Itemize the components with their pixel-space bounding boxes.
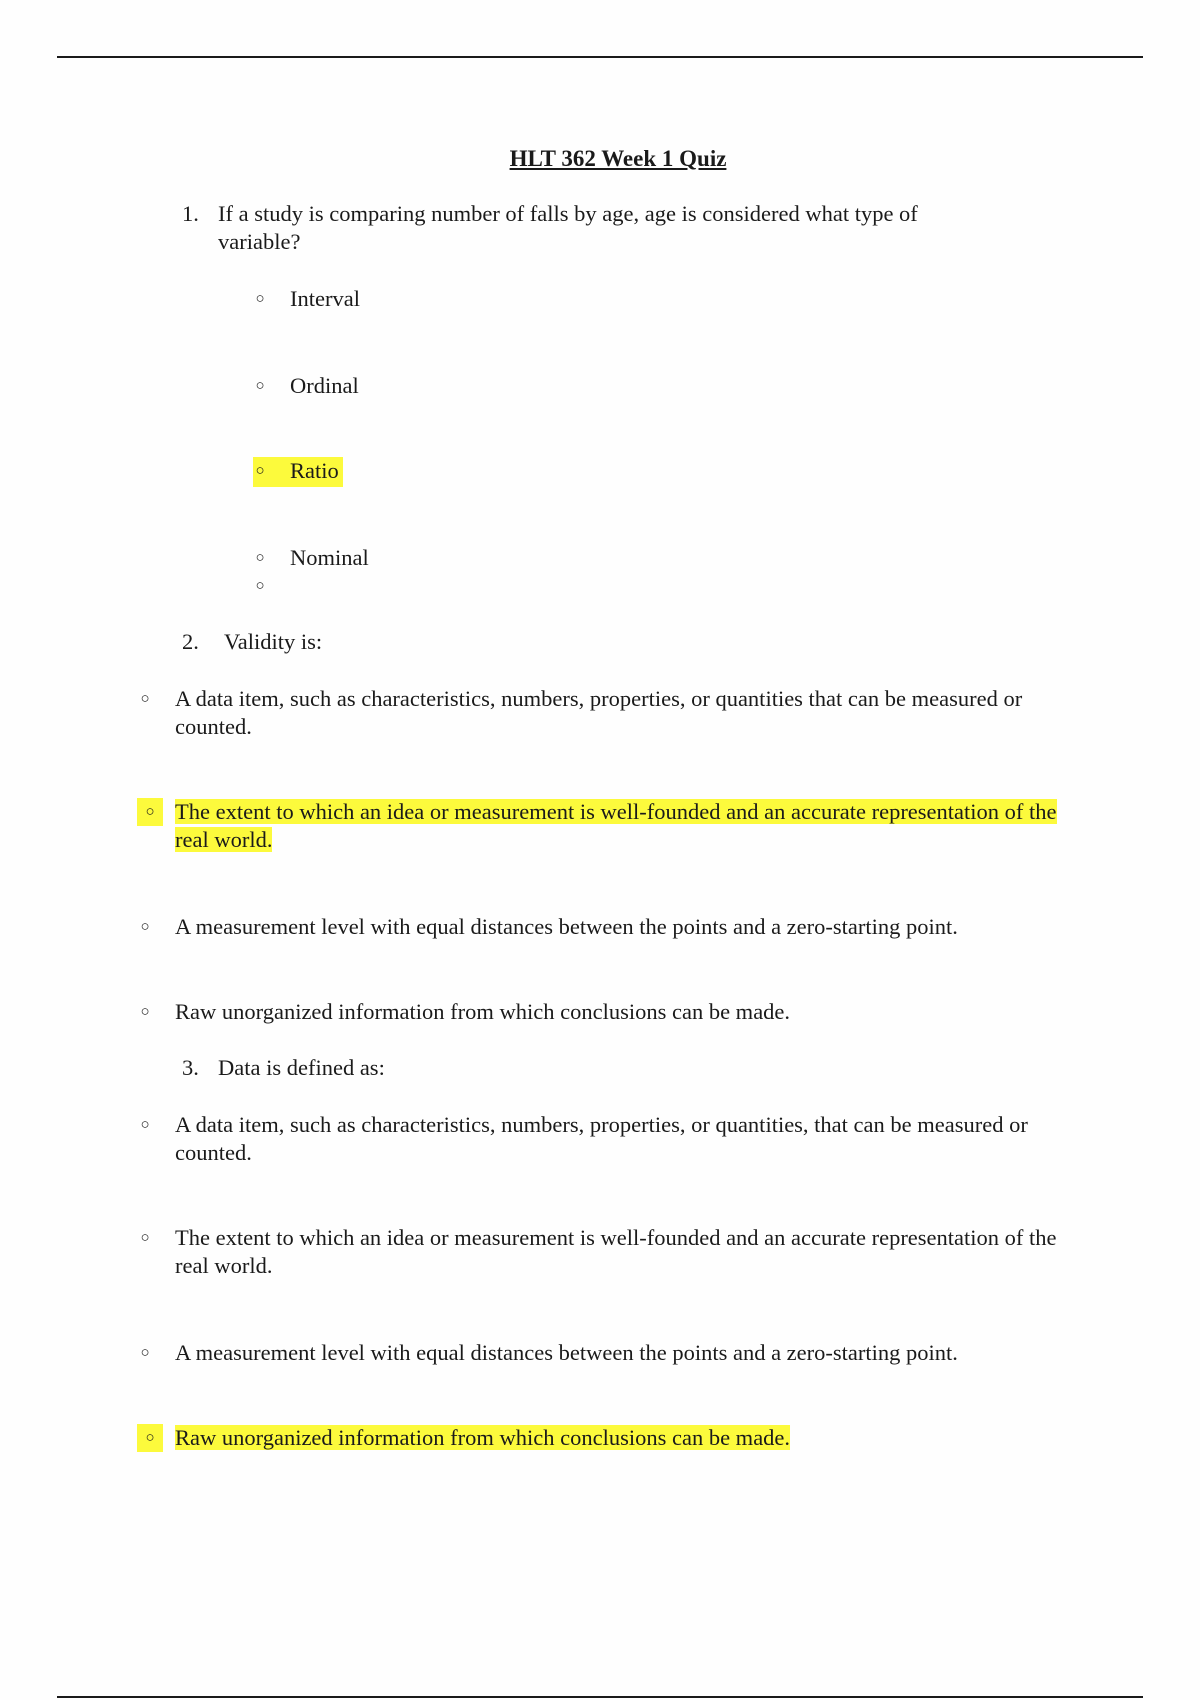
option-label: A data item, such as characteristics, numbers, properties, or quantities that can be measured or counted. bbox=[175, 686, 1023, 739]
question-number: 3. bbox=[182, 1055, 199, 1080]
option-label: Ratio bbox=[290, 458, 339, 483]
radio-bullet-icon: ○ bbox=[140, 1004, 150, 1020]
radio-bullet-icon: ○ bbox=[255, 291, 265, 307]
option-label: Nominal bbox=[290, 545, 369, 570]
option-label: The extent to which an idea or measurement is well-founded and an accurate representation of the real world. bbox=[175, 1225, 1057, 1278]
option-label: The extent to which an idea or measurement is well-founded and an accurate representation of the real world. bbox=[175, 799, 1057, 852]
footer-rule bbox=[57, 1696, 1143, 1698]
option-label: Raw unorganized information from which conclusions can be made. bbox=[175, 999, 791, 1024]
option-label: A measurement level with equal distances between the points and a zero-starting point. bbox=[175, 1340, 958, 1365]
radio-bullet-icon: ○ bbox=[140, 1230, 150, 1246]
question-number: 2. bbox=[182, 629, 199, 654]
option-label: A data item, such as characteristics, numbers, properties, or quantities, that can be measured or counted. bbox=[175, 1112, 1028, 1165]
radio-bullet-icon: ○ bbox=[137, 1424, 163, 1452]
radio-bullet-icon: ○ bbox=[255, 578, 265, 594]
radio-bullet-icon: ○ bbox=[140, 1345, 150, 1361]
question-text: Data is defined as: bbox=[218, 1055, 385, 1080]
option-label: Raw unorganized information from which conclusions can be made. bbox=[175, 1425, 791, 1450]
radio-bullet-icon: ○ bbox=[140, 691, 150, 707]
page-title: HLT 362 Week 1 Quiz bbox=[509, 146, 727, 171]
radio-bullet-icon: ○ bbox=[255, 378, 265, 394]
question-text: Validity is: bbox=[224, 629, 323, 654]
option-label: Interval bbox=[290, 286, 360, 311]
radio-bullet-icon: ○ bbox=[255, 550, 265, 566]
question-number: 1. bbox=[182, 201, 199, 226]
option-label: Ordinal bbox=[290, 373, 359, 398]
radio-bullet-icon: ○ bbox=[137, 798, 163, 826]
radio-bullet-icon: ○ bbox=[140, 919, 150, 935]
radio-bullet-icon: ○ bbox=[255, 463, 265, 479]
question-text: If a study is comparing number of falls by age, age is considered what type of variable? bbox=[218, 201, 918, 254]
header-rule bbox=[57, 56, 1143, 58]
radio-bullet-icon: ○ bbox=[140, 1117, 150, 1133]
option-label: A measurement level with equal distances between the points and a zero-starting point. bbox=[175, 914, 958, 939]
q1-option-ratio-selected[interactable] bbox=[253, 457, 343, 487]
